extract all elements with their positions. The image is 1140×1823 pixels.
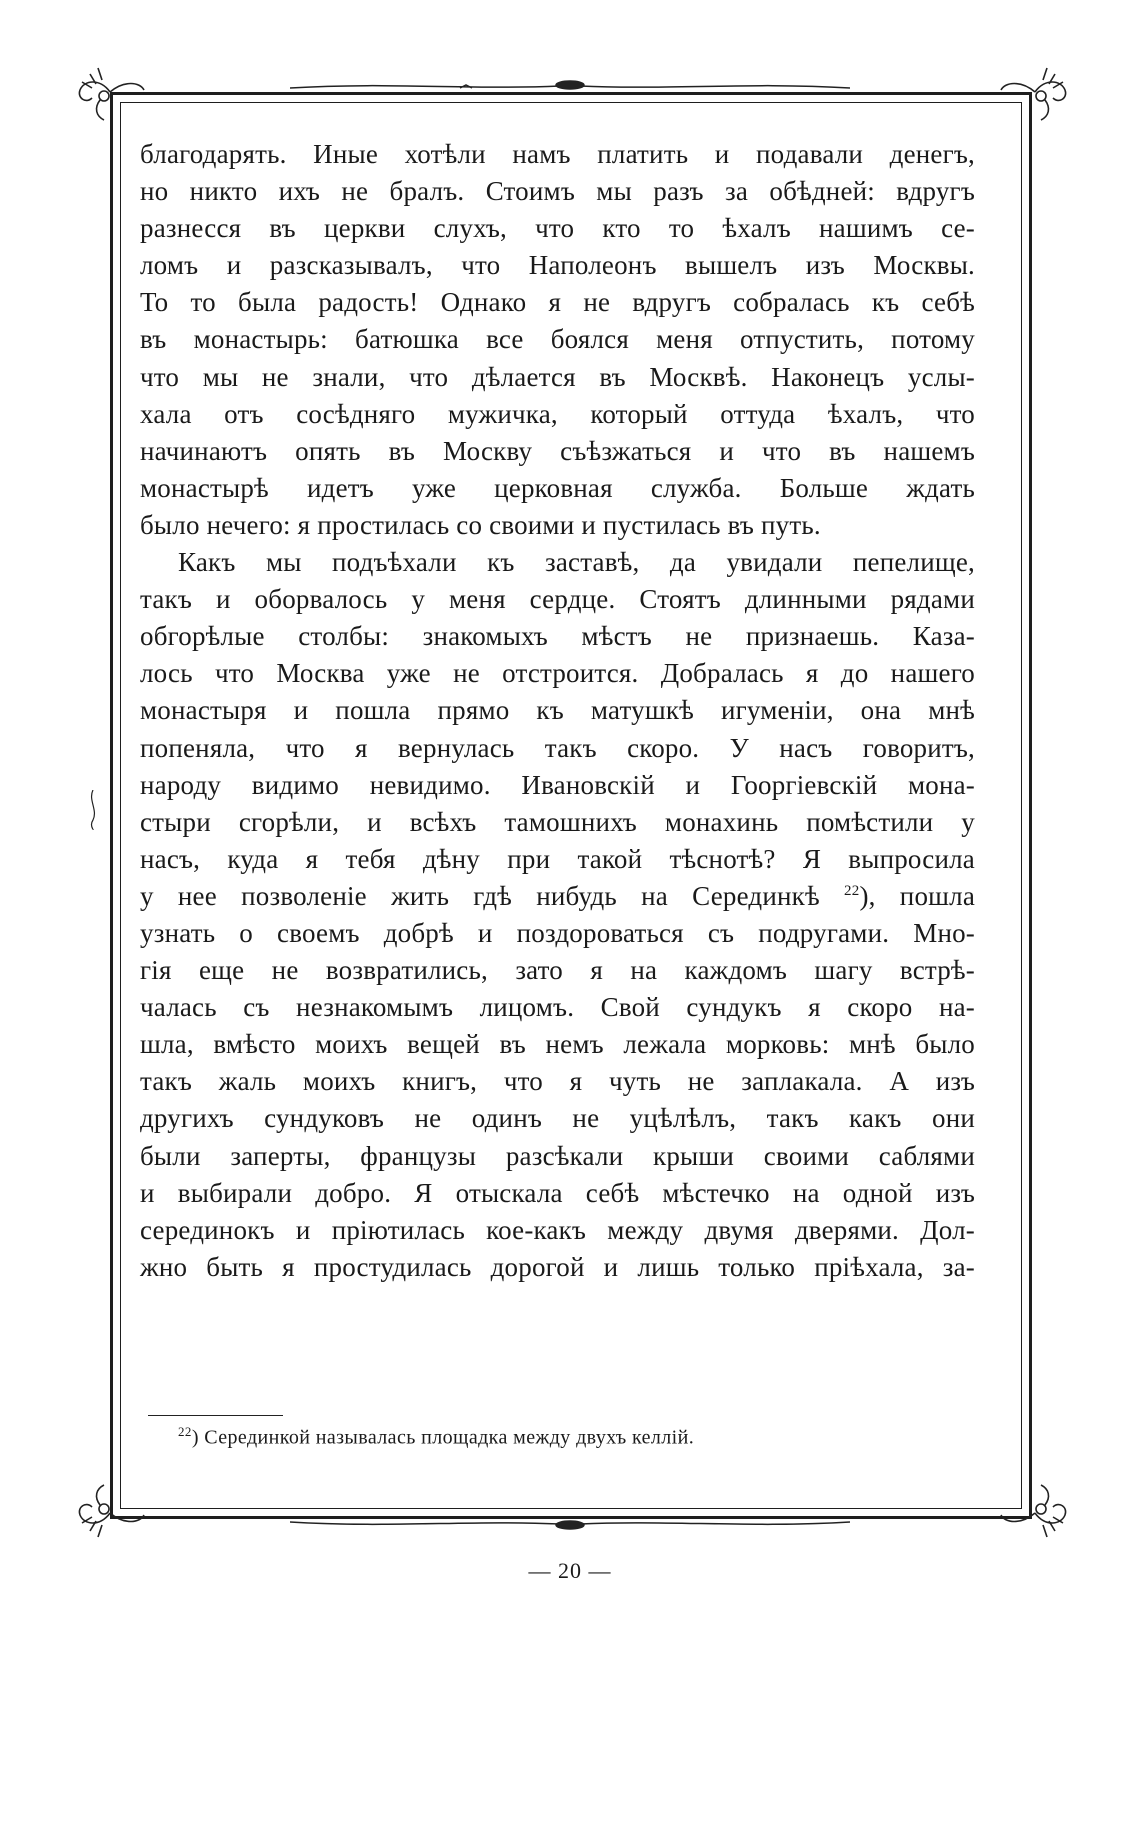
text-line: обгорѣлые столбы: знакомыхъ мѣстъ не признаешь. Каза- <box>140 621 975 652</box>
page-number: — 20 — <box>528 1558 612 1583</box>
text-line: хала отъ сосѣдняго мужичка, который оттуда ѣхалъ, что <box>140 398 975 429</box>
text-line: были заперты, французы разсѣкали крыши своими саблями <box>140 1140 975 1171</box>
text-line: но никто ихъ не бралъ. Стоимъ мы разъ за обѣдней: вдругъ <box>140 176 975 207</box>
text-line: насъ, куда я тебя дѣну при такой тѣснотѣ? Я выпросила <box>140 843 975 874</box>
text-line: серединокъ и пріютилась кое-какъ между двумя дверями. Дол- <box>140 1214 975 1245</box>
bottom-ornamental-rule <box>290 1512 850 1534</box>
text-line: народу видимо невидимо. Ивановскій и Гооргіевскій мона- <box>140 769 975 800</box>
text-segment: у нее позволеніе жить гдѣ нибудь на Серединкѣ <box>140 880 820 911</box>
footnote-reference: 22 <box>844 882 860 899</box>
text-line: разнесся въ церкви слухъ, что кто то ѣхалъ нашимъ се- <box>140 213 975 244</box>
text-line: что мы не знали, что дѣлается въ Москвѣ. Наконецъ услы- <box>140 361 975 392</box>
text-line: монастыря и пошла прямо къ матушкѣ игуменіи, она мнѣ <box>140 695 975 726</box>
footnote-marker: 22 <box>178 1424 192 1439</box>
text-segment: ), пошла <box>859 880 976 911</box>
text-line: такъ и оборвалось у меня сердце. Стоятъ длинными рядами <box>140 584 975 615</box>
text-line: жно быть я простудилась дорогой и лишь только пріѣхала, за- <box>140 1251 975 1282</box>
text-line: попеняла, что я вернулась такъ скоро. У насъ говоритъ, <box>140 732 975 763</box>
footnote <box>178 1424 694 1450</box>
text-line: гія еще не возвратились, зато я на каждомъ шагу встрѣ- <box>140 955 975 986</box>
text-line: другихъ сундуковъ не одинъ не уцѣлѣлъ, такъ какъ они <box>140 1103 975 1134</box>
corner-ornament-bottom-left <box>70 1475 160 1545</box>
text-line: монастырѣ идетъ уже церковная служба. Больше ждать <box>140 472 975 503</box>
text-line-with-footnote-ref <box>140 878 975 915</box>
text-line: чалась съ незнакомымъ лицомъ. Свой сундукъ я скоро на- <box>140 992 975 1023</box>
footnote-separator <box>148 1415 283 1416</box>
corner-ornament-top-left <box>70 60 160 130</box>
text-line: такъ жаль моихъ книгъ, что я чуть не заплакала. А изъ <box>140 1066 975 1097</box>
text-line: лось что Москва уже не отстроится. Добралась я до нашего <box>140 658 975 689</box>
footnote-text: ) Серединкой называлась площадка между двухъ келлій. <box>191 1426 695 1449</box>
text-line: То то была радость! Однако я не вдругъ собралась къ себѣ <box>140 287 975 318</box>
top-ornamental-rule <box>290 76 850 98</box>
text-line: Какъ мы подъѣхали къ заставѣ, да увидали пепелище, <box>178 547 975 578</box>
corner-ornament-top-right <box>985 60 1075 130</box>
text-line: было нечего: я простилась со своими и пустилась въ путь. <box>140 509 821 540</box>
text-line: стыри сгорѣли, и всѣхъ тамошнихъ монахинь помѣстили у <box>140 806 975 837</box>
left-margin-ornament <box>86 790 100 835</box>
page-body-text <box>140 136 975 1286</box>
text-line: благодарять. Иные хотѣли намъ платить и подавали денегъ, <box>140 139 975 169</box>
text-line: ломъ и разсказывалъ, что Наполеонъ вышелъ изъ Москвы. <box>140 250 975 281</box>
text-line: въ монастырь: батюшка все боялся меня отпустить, потому <box>140 324 975 355</box>
text-line: и выбирали добро. Я отыскала себѣ мѣстечко на одной изъ <box>140 1177 975 1208</box>
text-line: узнать о своемъ добрѣ и поздороваться съ подругами. Мно- <box>140 917 975 948</box>
corner-ornament-bottom-right <box>985 1475 1075 1545</box>
text-line: шла, вмѣсто моихъ вещей въ немъ лежала морковь: мнѣ было <box>140 1029 975 1060</box>
text-line: начинаютъ опять въ Москву съѣзжаться и что въ нашемъ <box>140 435 975 466</box>
